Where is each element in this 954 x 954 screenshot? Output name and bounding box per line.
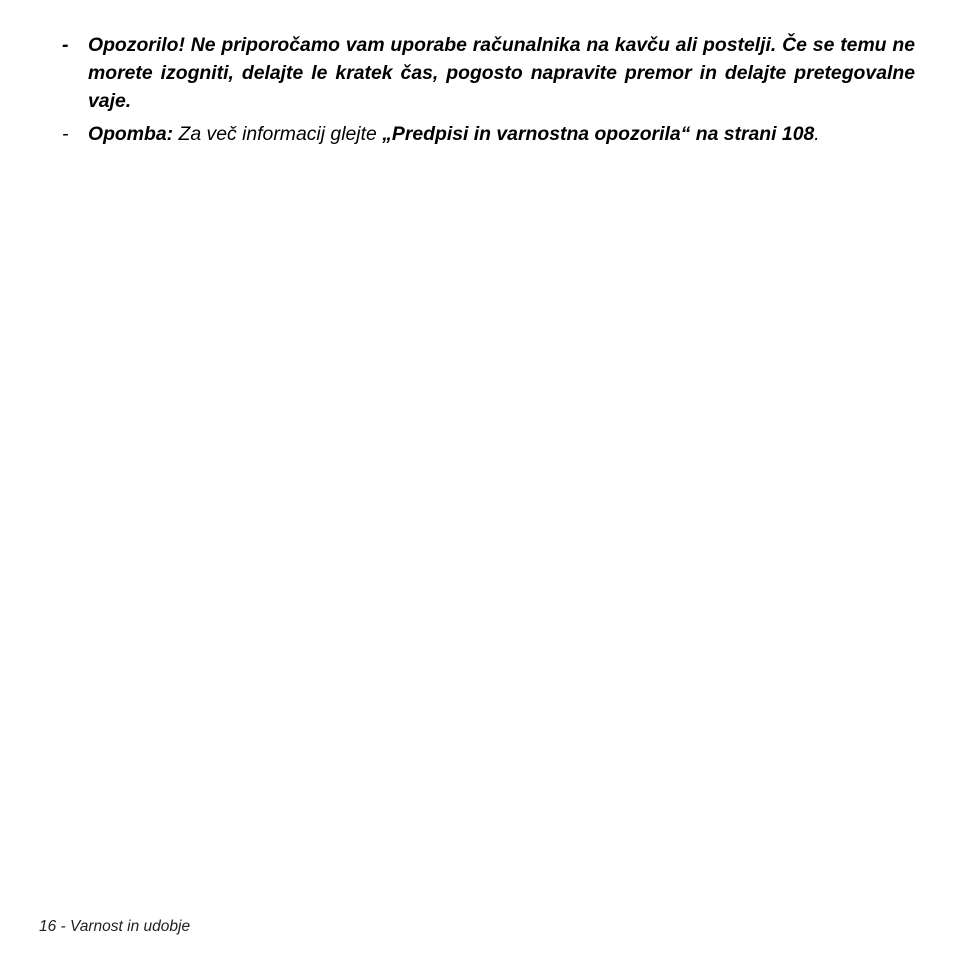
warning-item [62,31,915,115]
note-paragraph [88,120,915,148]
note-text-post: . [814,123,820,145]
warning-text: Opozorilo! Ne priporočamo vam uporabe računalnika na kavču ali postelji. Če se temu ne morete izogniti, delajte le kratek čas, pogosto napravite premor in delajte pretegovalne vaje. [88,34,915,112]
note-text-pre: Za več informacij glejte [173,123,383,145]
document-body [62,31,915,153]
note-label: Opomba: [88,123,174,145]
note-item [62,120,915,148]
page-footer: 16 - Varnost in udobje [39,918,191,935]
warning-bullet: - [62,34,69,56]
note-bullet: - [62,123,69,145]
note-reference-link[interactable]: „Predpisi in varnostna opozorila“ na strani 108 [382,123,815,145]
